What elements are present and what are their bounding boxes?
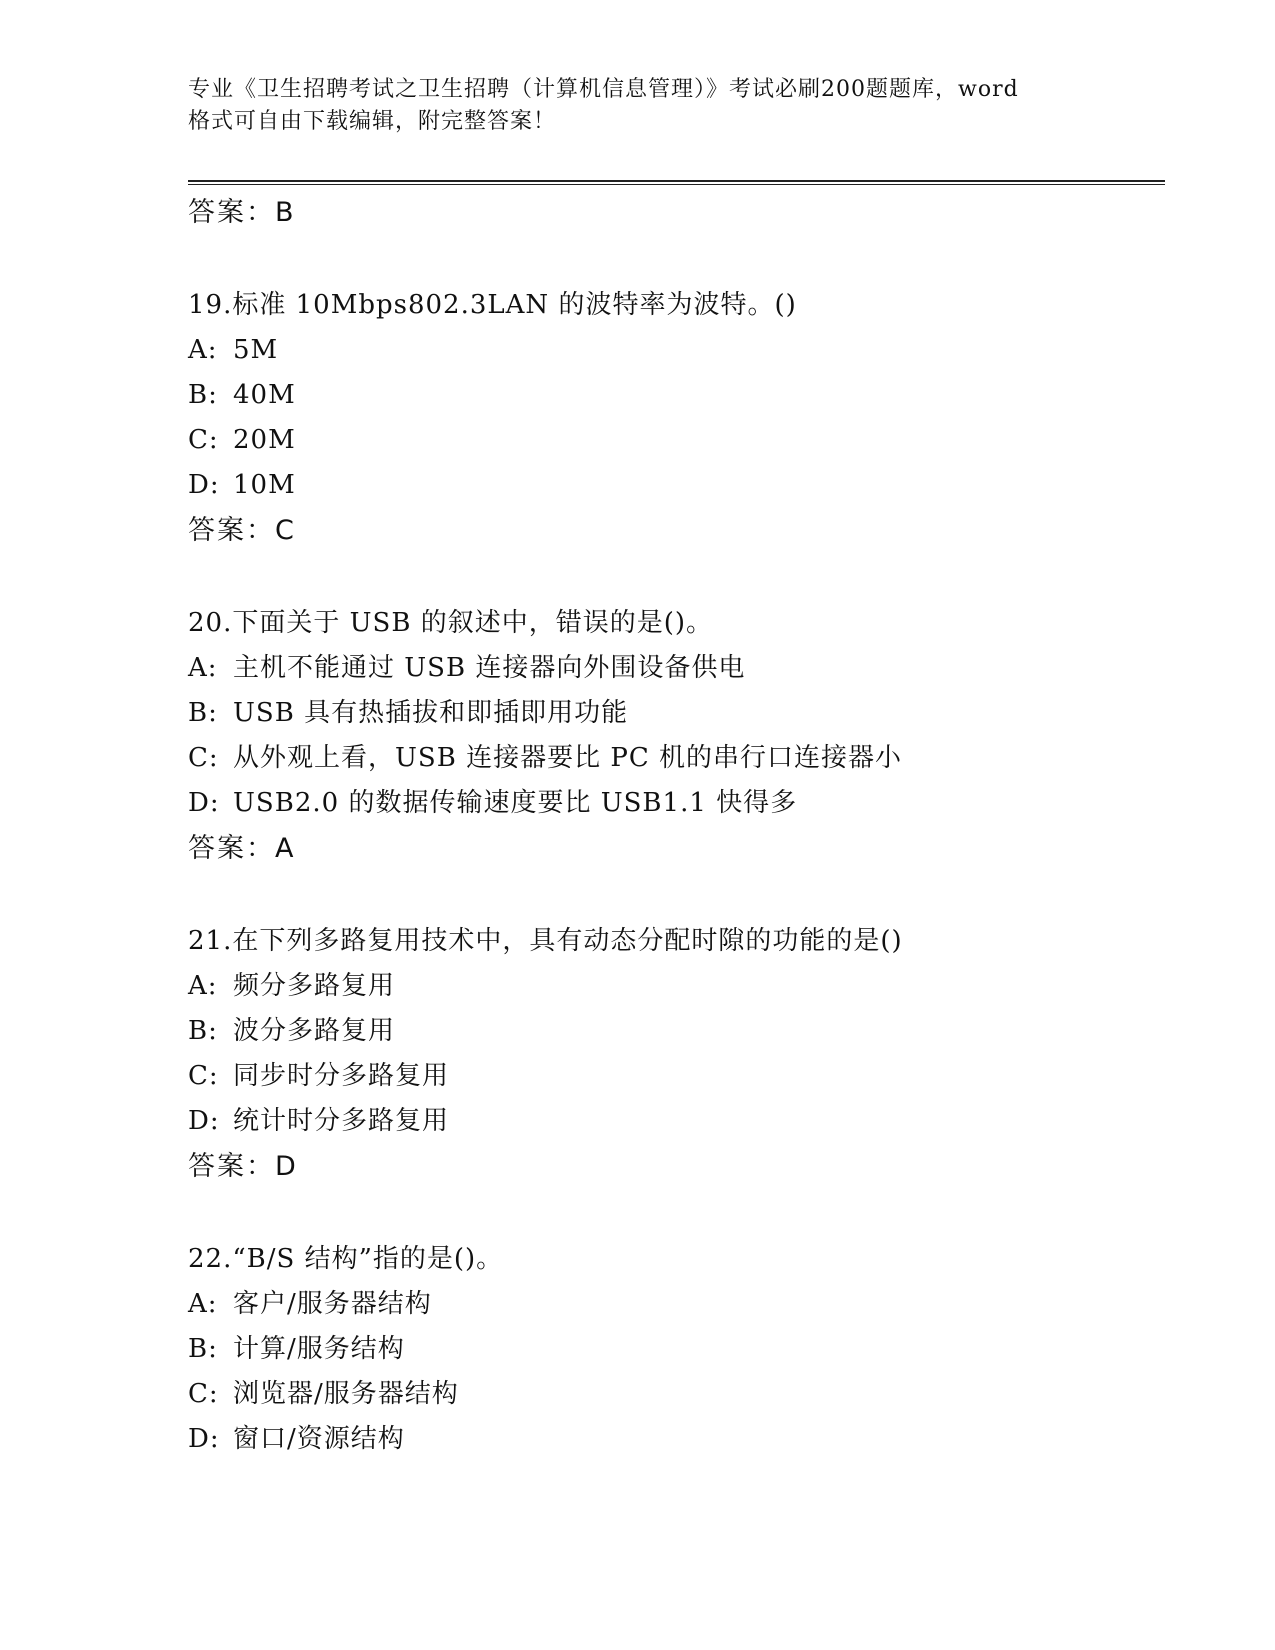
option-letter: B: (188, 380, 218, 410)
option-text: 主机不能通过 USB 连接器向外围设备供电 (233, 653, 746, 683)
option-text: 计算/服务结构 (233, 1334, 405, 1364)
option-letter: B: (188, 698, 218, 728)
option-20-a (188, 646, 1168, 691)
option-22-c (188, 1372, 1168, 1417)
option-text: 客户/服务器结构 (233, 1289, 432, 1319)
option-19-b (188, 373, 1168, 418)
answer-21: 答案：D (188, 1151, 298, 1182)
option-19-a (188, 328, 1168, 373)
option-text: 5M (233, 335, 279, 365)
question-list (188, 190, 1168, 1462)
option-letter: A: (188, 653, 218, 683)
option-letter: D: (188, 470, 220, 500)
option-letter: D: (188, 1106, 220, 1136)
spacer (188, 1189, 1168, 1236)
option-text: 10M (233, 470, 296, 500)
option-letter: A: (188, 971, 218, 1001)
option-19-c (188, 418, 1168, 463)
option-20-d (188, 781, 1168, 826)
option-22-b (188, 1327, 1168, 1372)
option-text: 波分多路复用 (233, 1016, 396, 1046)
option-21-b (188, 1009, 1168, 1054)
answer-19: 答案：C (188, 515, 296, 546)
option-text: 同步时分多路复用 (233, 1061, 450, 1091)
header-line-1: 专业《卫生招聘考试之卫生招聘（计算机信息管理）》考试必刷200题题库，word (188, 77, 1019, 102)
option-22-a (188, 1282, 1168, 1327)
option-text: USB 具有热插拔和即插即用功能 (233, 698, 629, 728)
option-letter: B: (188, 1016, 218, 1046)
header-line-2: 格式可自由下载编辑，附完整答案！ (188, 109, 557, 134)
option-21-c (188, 1054, 1168, 1099)
option-letter: C: (188, 1061, 219, 1091)
question-text-21: 21.在下列多路复用技术中，具有动态分配时隙的功能的是() (188, 926, 903, 956)
option-text: 40M (233, 380, 296, 410)
option-text: 窗口/资源结构 (233, 1424, 405, 1454)
option-20-c (188, 736, 1168, 781)
option-text: 从外观上看，USB 连接器要比 PC 机的串行口连接器小 (233, 743, 903, 773)
spacer (188, 235, 1168, 282)
option-letter: C: (188, 743, 219, 773)
question-block-20 (188, 600, 1168, 871)
option-text: 统计时分多路复用 (233, 1106, 450, 1136)
header-divider (188, 180, 1165, 185)
answer-20: 答案：A (188, 833, 296, 864)
option-text: 20M (233, 425, 296, 455)
option-text: USB2.0 的数据传输速度要比 USB1.1 快得多 (233, 788, 798, 818)
option-letter: D: (188, 1424, 220, 1454)
option-letter: C: (188, 1379, 219, 1409)
option-letter: D: (188, 788, 220, 818)
spacer (188, 871, 1168, 918)
question-text-20: 20.下面关于 USB 的叙述中，错误的是()。 (188, 608, 713, 638)
question-text-19: 19.标准 10Mbps802.3LAN 的波特率为波特。() (188, 290, 797, 320)
option-22-d (188, 1417, 1168, 1462)
option-21-d (188, 1099, 1168, 1144)
document-header (188, 74, 1108, 138)
question-block-19 (188, 282, 1168, 553)
option-letter: A: (188, 335, 218, 365)
question-block-21 (188, 918, 1168, 1189)
option-20-b (188, 691, 1168, 736)
question-block-22 (188, 1236, 1168, 1462)
option-letter: B: (188, 1334, 218, 1364)
answer-18: 答案：B (188, 197, 296, 228)
question-text-22: 22.“B/S 结构”指的是()。 (188, 1244, 504, 1274)
option-letter: A: (188, 1289, 218, 1319)
option-19-d (188, 463, 1168, 508)
spacer (188, 553, 1168, 600)
option-21-a (188, 964, 1168, 1009)
option-text: 频分多路复用 (233, 971, 396, 1001)
option-letter: C: (188, 425, 219, 455)
option-text: 浏览器/服务器结构 (233, 1379, 459, 1409)
